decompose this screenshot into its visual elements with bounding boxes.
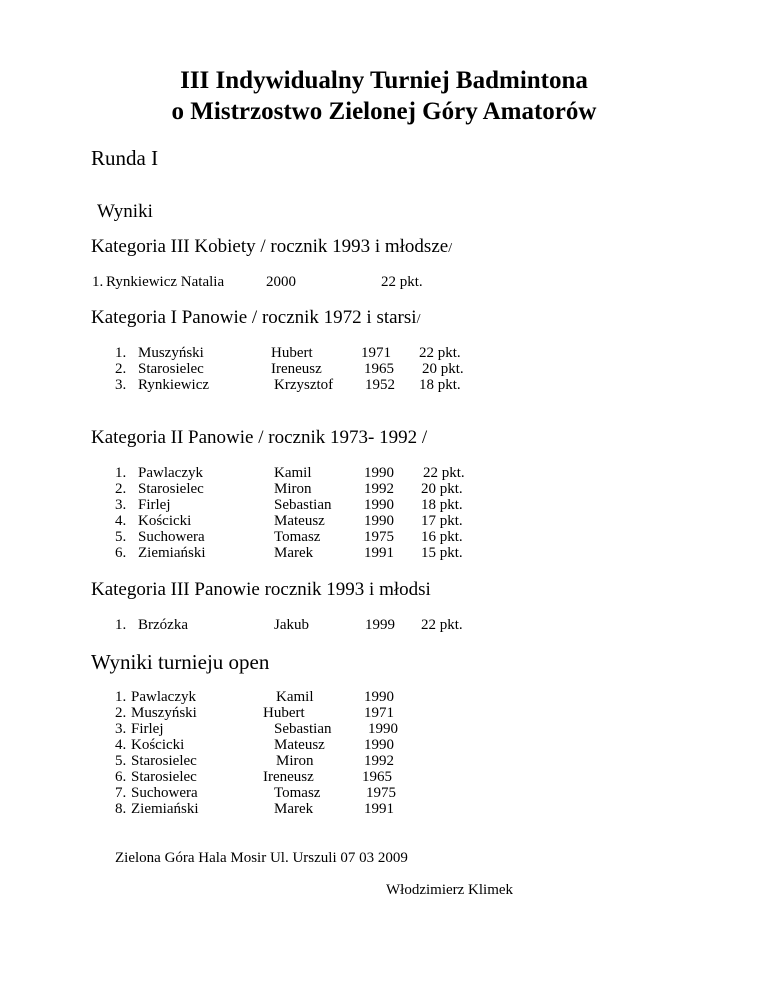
row-number: 1.: [115, 617, 127, 633]
category-heading-men-ii: Kategoria II Panowie / rocznik 1973- 1992 /: [91, 427, 428, 448]
open-results-heading: Wyniki turnieju open: [91, 650, 270, 674]
row-firstname: Jakub: [274, 617, 309, 633]
row-year: 1965: [364, 361, 394, 377]
category-heading-men-iii: Kategoria III Panowie rocznik 1993 i młodsi: [91, 579, 431, 600]
row-number: 2.: [115, 481, 127, 497]
row-surname: Kościcki: [131, 737, 185, 753]
row-surname: Ziemiański: [131, 801, 199, 817]
row-number: 6.: [115, 769, 127, 785]
row-surname: Pawlaczyk: [131, 689, 196, 705]
row-year: 1992: [364, 481, 394, 497]
row-number: 3.: [115, 721, 127, 737]
document-title-line1: III Indywidualny Turniej Badmintona: [180, 67, 588, 94]
row-surname: Firlej: [138, 497, 171, 513]
row-surname: Pawlaczyk: [138, 465, 203, 481]
row-number: 1.: [115, 465, 127, 481]
row-points: 22 pkt.: [421, 617, 463, 633]
row-number: 3.: [115, 377, 127, 393]
row-surname: Ziemiański: [138, 545, 206, 561]
footer-place-date: Zielona Góra Hala Mosir Ul. Urszuli 07 03 2009: [115, 850, 408, 866]
row-firstname: Miron: [276, 753, 314, 769]
row-year: 1990: [364, 737, 394, 753]
row-year: 1990: [364, 497, 394, 513]
signature-name: Włodzimierz Klimek: [386, 882, 514, 898]
row-number: 2.: [115, 705, 127, 721]
row-year: 1965: [362, 769, 392, 785]
row-number: 3.: [115, 497, 127, 513]
row-year: 1991: [364, 801, 394, 817]
row-points: 18 pkt.: [421, 497, 463, 513]
row-number: 6.: [115, 545, 127, 561]
row-number: 7.: [115, 785, 127, 801]
row-number: 2.: [115, 361, 127, 377]
row-firstname: Kamil: [274, 465, 312, 481]
row-year: 1999: [365, 617, 395, 633]
row-points: 22 pkt.: [419, 345, 461, 361]
row-year: 1990: [368, 721, 398, 737]
row-firstname: Hubert: [263, 705, 305, 721]
row-firstname: Marek: [274, 801, 314, 817]
row-number: 4.: [115, 737, 127, 753]
row-surname: Rynkiewicz Natalia: [106, 274, 225, 290]
row-year: 1992: [364, 753, 394, 769]
row-year: 1990: [364, 689, 394, 705]
row-firstname: Mateusz: [274, 737, 325, 753]
row-year: 1991: [364, 545, 394, 561]
row-surname: Kościcki: [138, 513, 192, 529]
row-surname: Firlej: [131, 721, 164, 737]
row-number: 4.: [115, 513, 127, 529]
row-points: 22 pkt.: [381, 274, 423, 290]
category-heading-women-iii: Kategoria III Kobiety / rocznik 1993 i młodsze/: [91, 236, 453, 257]
row-firstname: Ireneusz: [263, 769, 314, 785]
row-number: 1.: [115, 345, 127, 361]
row-firstname: Ireneusz: [271, 361, 322, 377]
row-surname: Starosielec: [131, 753, 197, 769]
row-year: 1975: [364, 529, 394, 545]
row-number: 8.: [115, 801, 127, 817]
row-surname: Rynkiewicz: [138, 377, 210, 393]
row-year: 1952: [365, 377, 395, 393]
row-year: 1971: [364, 705, 394, 721]
row-points: 16 pkt.: [421, 529, 463, 545]
row-firstname: Tomasz: [274, 785, 321, 801]
row-firstname: Kamil: [276, 689, 314, 705]
row-year: 1990: [364, 513, 394, 529]
row-points: 20 pkt.: [422, 361, 464, 377]
round-heading: Runda I: [91, 146, 159, 170]
row-year: 2000: [266, 274, 296, 290]
row-firstname: Sebastian: [274, 497, 332, 513]
row-points: 22 pkt.: [423, 465, 465, 481]
row-surname: Brzózka: [138, 617, 188, 633]
row-firstname: Hubert: [271, 345, 313, 361]
row-number: 1.: [115, 689, 127, 705]
row-surname: Starosielec: [131, 769, 197, 785]
document-title-line2: o Mistrzostwo Zielonej Góry Amatorów: [171, 98, 597, 125]
row-surname: Starosielec: [138, 481, 204, 497]
row-surname: Starosielec: [138, 361, 204, 377]
row-surname: Suchowera: [138, 529, 205, 545]
row-number: 5.: [115, 529, 127, 545]
row-surname: Muszyński: [131, 705, 197, 721]
category-heading-men-i: Kategoria I Panowie / rocznik 1972 i starsi/: [91, 307, 421, 328]
results-heading: Wyniki: [97, 201, 153, 222]
row-points: 17 pkt.: [421, 513, 463, 529]
row-number: 5.: [115, 753, 127, 769]
row-year: 1975: [366, 785, 396, 801]
row-surname: Muszyński: [138, 345, 204, 361]
row-year: 1990: [364, 465, 394, 481]
row-firstname: Tomasz: [274, 529, 321, 545]
row-surname: Suchowera: [131, 785, 198, 801]
row-firstname: Marek: [274, 545, 314, 561]
row-firstname: Miron: [274, 481, 312, 497]
row-points: 20 pkt.: [421, 481, 463, 497]
row-points: 15 pkt.: [421, 545, 463, 561]
row-points: 18 pkt.: [419, 377, 461, 393]
row-firstname: Krzysztof: [274, 377, 334, 393]
row-firstname: Mateusz: [274, 513, 325, 529]
row-year: 1971: [361, 345, 391, 361]
row-firstname: Sebastian: [274, 721, 332, 737]
row-number: 1.: [92, 274, 104, 290]
